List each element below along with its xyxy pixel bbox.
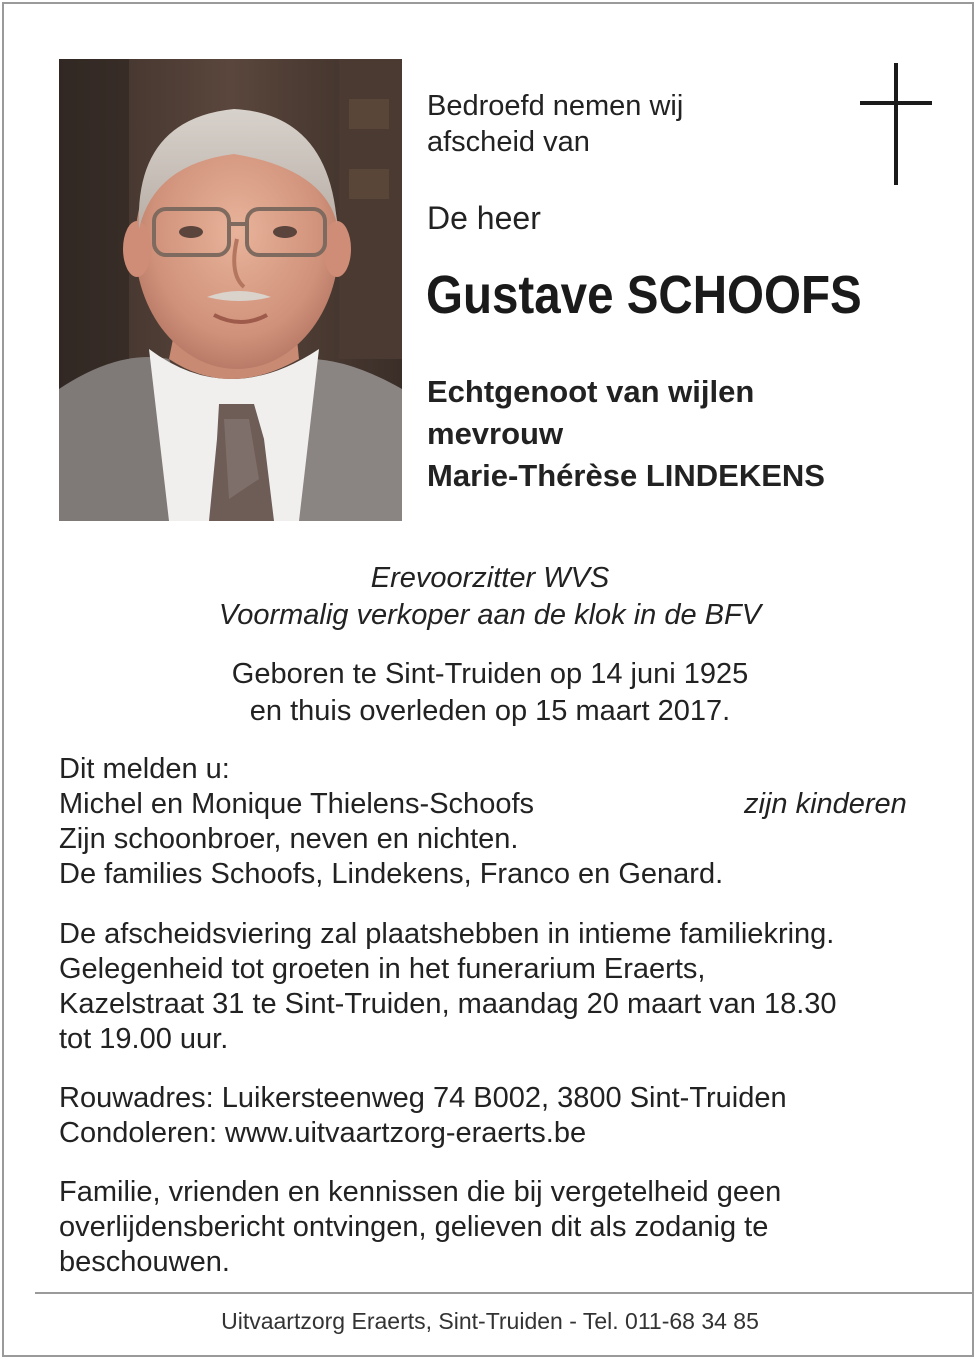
intro-text: [427, 88, 727, 160]
note-line: Familie, vrienden en kennissen die bij vergetelheid geen: [59, 1176, 782, 1208]
announcers-heading: Dit melden u:: [59, 753, 230, 785]
intro-line: afscheid van: [427, 126, 590, 158]
roles-block: [0, 560, 980, 634]
footer-text: Uitvaartzorg Eraerts, Sint-Truiden - Tel. 011-68 34 85: [221, 1308, 759, 1334]
deceased-name: Gustave SCHOOFS: [426, 265, 862, 325]
role-line: Voormalig verkoper aan de klok in de BFV: [218, 599, 762, 631]
portrait-photo: [59, 59, 402, 521]
note-line: overlijdensbericht ontvingen, gelieven dit als zodanig te: [59, 1211, 769, 1243]
cross-icon: [860, 63, 932, 185]
note-block: [59, 1175, 929, 1280]
birth-death-block: [0, 656, 980, 730]
spouse-line: Echtgenoot van wijlen: [427, 374, 755, 409]
birth-line: Geboren te Sint-Truiden op 14 juni 1925: [231, 658, 749, 690]
families-line: De families Schoofs, Lindekens, Franco en Genard.: [59, 858, 724, 890]
spouse-line: mevrouw: [427, 416, 564, 451]
announcers-block: [59, 752, 929, 892]
role-line: Erevoorzitter WVS: [370, 562, 610, 594]
relatives-line: Zijn schoonbroer, neven en nichten.: [59, 823, 519, 855]
ceremony-block: [59, 917, 929, 1057]
children-row: [59, 787, 929, 822]
ceremony-line: tot 19.00 uur.: [59, 1023, 229, 1055]
intro-line: Bedroefd nemen wij: [427, 90, 684, 122]
deceased-title: De heer: [427, 200, 541, 236]
spouse-name: Marie-Thérèse LINDEKENS: [427, 458, 825, 493]
footer-divider: [35, 1292, 973, 1294]
ceremony-line: Gelegenheid tot groeten in het funerarium Eraerts,: [59, 953, 706, 985]
condolences-link[interactable]: Condoleren: www.uitvaartzorg-eraerts.be: [59, 1117, 587, 1149]
note-line: beschouwen.: [59, 1246, 230, 1278]
death-line: en thuis overleden op 15 maart 2017.: [249, 695, 731, 727]
ceremony-line: De afscheidsviering zal plaatshebben in intieme familiekring.: [59, 918, 835, 950]
mourning-address: Rouwadres: Luikersteenweg 74 B002, 3800 Sint-Truiden: [59, 1082, 787, 1114]
children-names: Michel en Monique Thielens-Schoofs: [59, 788, 535, 820]
contact-block: [59, 1081, 929, 1151]
children-relation: zijn kinderen: [744, 788, 907, 820]
spouse-block: [427, 371, 947, 497]
ceremony-line: Kazelstraat 31 te Sint-Truiden, maandag 20 maart van 18.30: [59, 988, 837, 1020]
